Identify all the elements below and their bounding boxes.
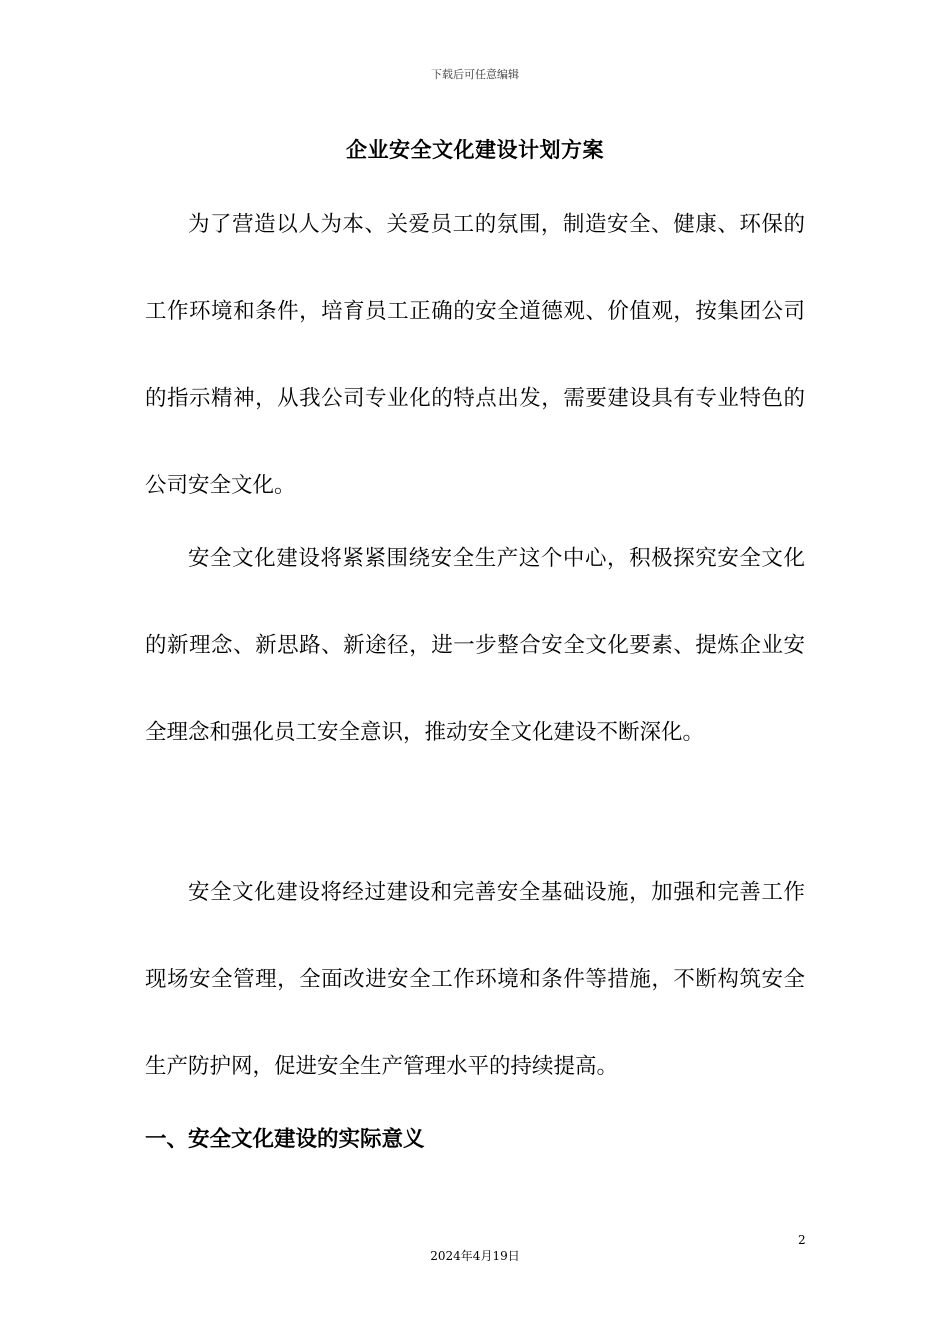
paragraph-1 bbox=[145, 181, 805, 529]
paragraph-text: 安全文化建设将紧紧围绕安全生产这个中心，积极探究安全文化的新理念、新思路、新途径，进一步整合安全文化要素、提炼企业安全理念和强化员工安全意识，推动安全文化建设不断深化。 bbox=[145, 546, 805, 745]
header-note: 下载后可任意编辑 bbox=[431, 68, 519, 81]
paragraph-text: 为了营造以人为本、关爱员工的氛围，制造安全、健康、环保的工作环境和条件，培育员工正确的安全道德观、价值观，按集团公司的指示精神，从我公司专业化的特点出发，需要建设具有专业特色的公司安全文化。 bbox=[145, 212, 805, 498]
paragraph-2 bbox=[145, 515, 805, 776]
document-title: 企业安全文化建设计划方案 bbox=[346, 138, 604, 162]
section-heading: 一、安全文化建设的实际意义 bbox=[145, 1127, 425, 1152]
footer-date: 2024年4月19日 bbox=[430, 1249, 520, 1263]
paragraph-text: 安全文化建设将经过建设和完善安全基础设施，加强和完善工作现场安全管理，全面改进安全工作环境和条件等措施，不断构筑安全生产防护网，促进安全生产管理水平的持续提高。 bbox=[145, 880, 805, 1079]
paragraph-3 bbox=[145, 849, 805, 1110]
page-number: 2 bbox=[798, 1233, 806, 1247]
